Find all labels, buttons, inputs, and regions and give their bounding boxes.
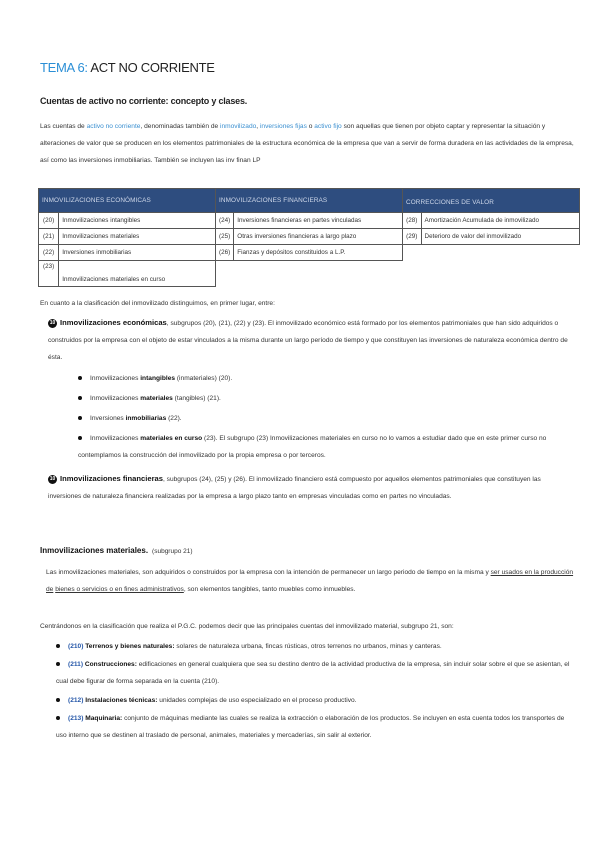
intro-text: Las cuentas de: [40, 123, 87, 130]
list-item: [78, 430, 558, 464]
table-cell: Amortización Acumulada de inmovilizado: [421, 213, 579, 229]
text: Las inmovilizaciones materiales, son adquiridos o construidos por la empresa con la intención de permanecer un largo periodo de tiempo en la misma y: [46, 569, 491, 576]
underlined-text: bienes o servicios o en fines administrativos: [55, 586, 184, 593]
number-ten-icon: 10: [49, 319, 56, 326]
table-cell: Inversiones financieras en partes vinculadas: [234, 213, 403, 229]
keyword: inmovilizado: [220, 123, 257, 130]
account-name: Terrenos y bienes naturales:: [85, 643, 175, 650]
account-number: (210): [68, 643, 84, 650]
keyword: activo no corriente: [86, 123, 141, 130]
table-cell: Deterioro de valor del inmovilizado: [421, 229, 579, 245]
item-bold: materiales en curso: [140, 435, 203, 442]
fin-title: Inmovilizaciones financieras: [60, 474, 163, 483]
list-item: [78, 370, 568, 387]
item-text: Inmovilizaciones: [90, 395, 141, 402]
title-prefix: TEMA 6:: [40, 60, 88, 75]
bullet-icon: [78, 396, 82, 400]
table-cell: (21): [39, 229, 59, 245]
list-item: [78, 390, 568, 407]
account-desc: edificaciones en general cualquiera que sea su destino dentro de la actividad productiva de la empresa, sin incluir solar sobre el que se asientan, el cual debe figurar de forma separada en la cuenta (210).: [56, 661, 570, 685]
underlined-text: ser usados en la producción de: [46, 569, 574, 593]
bullet-icon: [56, 662, 60, 666]
econ-text: , subgrupos (20), (21), (22) y (23). El inmovilizado económico está formado por los elementos patrimoniales que han sido adquiridos o construidos por la empresa con el objeto de estar vinculados a la misma durante un largo período de tiempo y que constituyen las inversiones de naturaleza económica dentro de ésta.: [48, 320, 568, 361]
bullet-icon: [78, 376, 82, 380]
table-cell: Inmovilizaciones materiales: [59, 229, 216, 245]
bullet-icon: [56, 716, 60, 720]
table-empty-cell: [403, 245, 580, 261]
pgc-intro: Centrándonos en la clasificación que realiza el P.G.C. podemos decir que las principales cuentas del inmovilizado material, subgrupo 21, son:: [40, 623, 454, 630]
table-header: INMOVILIZACIONES ECONÓMICAS: [39, 189, 216, 213]
keyword: inversiones fijas: [259, 123, 307, 130]
list-item: [56, 638, 571, 655]
table-cell: (22): [39, 245, 59, 261]
table-row: [39, 229, 580, 245]
account-desc: solares de naturaleza urbana, fincas rústicas, otros terrenos no urbanos, minas y canteras.: [174, 643, 442, 650]
table-cell: Fianzas y depósitos constituidos a L.P.: [234, 245, 403, 261]
table-cell: (24): [216, 213, 234, 229]
bullet-icon: [78, 436, 82, 440]
item-text: Inmovilizaciones: [90, 435, 141, 442]
materiales-sub: (subgrupo 21): [152, 548, 193, 555]
account-name: Construcciones:: [84, 661, 137, 668]
item-bold: inmobiliarias: [125, 415, 167, 422]
materiales-paragraph: [46, 564, 576, 598]
item-text: (tangibles) (21).: [172, 395, 221, 402]
table-row: [39, 245, 580, 261]
materiales-heading: [40, 546, 193, 555]
section-subtitle: Cuentas de activo no corriente: concepto y clases.: [40, 96, 248, 106]
bullet-icon: [78, 416, 82, 420]
page-title: [40, 60, 215, 75]
number-ten-icon: 10: [49, 475, 56, 482]
table-empty-cell: [216, 261, 580, 287]
account-number: (213): [68, 715, 84, 722]
intro-paragraph: [40, 118, 575, 169]
materiales-title: Inmovilizaciones materiales.: [40, 546, 149, 555]
list-item: [56, 710, 571, 744]
table-cell: Inmovilizaciones materiales en curso: [59, 261, 216, 287]
intro-text: son aquellas que tienen por objeto captar y representar la situación y alteraciones de valor que se producen en los elementos patrimoniales de la estructura económica de la empresa que van a servir de forma duradera en las actividades de la empresa, así como las inversiones inmobiliarias. También se incluyen las inv finan LP: [40, 123, 574, 164]
item-text: (23). El subgrupo (23) Inmovilizaciones materiales en curso no lo vamos a estudiar dado que en este primer curso no contemplamos la construcción del inmovilizado por la propia empresa o por terceros.: [78, 435, 547, 459]
list-item: [78, 410, 568, 427]
intro-text: ,: [256, 123, 260, 130]
intro-text: , denominadas también de: [140, 123, 220, 130]
item-text: (inmateriales) (20).: [175, 375, 233, 382]
list-item: [56, 692, 571, 709]
table-cell: (26): [216, 245, 234, 261]
title-rest: ACT NO CORRIENTE: [87, 60, 215, 75]
table-row: [39, 261, 580, 287]
item-bold: materiales: [140, 395, 173, 402]
table-cell: Otras inversiones financieras a largo plazo: [234, 229, 403, 245]
bullet-icon: [56, 644, 60, 648]
table-row: [39, 213, 580, 229]
econ-title: Inmovilizaciones económicas: [60, 318, 167, 327]
list-item-fin: [48, 470, 570, 505]
table-cell: (23): [39, 261, 59, 287]
table-cell: Inversiones inmobiliarias: [59, 245, 216, 261]
table-cell: (28): [403, 213, 422, 229]
classification-intro: En cuanto a la clasificación del inmovilizado distinguimos, en primer lugar, entre:: [40, 300, 275, 307]
account-number: (212): [68, 697, 84, 704]
table-cell: Inmovilizaciones intangibles: [59, 213, 216, 229]
text: , son elementos tangibles, tanto muebles como inmuebles.: [183, 586, 356, 593]
list-item: [56, 656, 571, 690]
item-text: Inversiones: [90, 415, 126, 422]
account-desc: unidades complejas de uso especializado en el proceso productivo.: [157, 697, 357, 704]
account-name: Maquinaria:: [85, 715, 123, 722]
keyword: activo fijo: [314, 123, 342, 130]
table-cell: (29): [403, 229, 422, 245]
item-text: Inmovilizaciones: [90, 375, 141, 382]
fin-text: , subgrupos (24), (25) y (26). El inmovilizado financiero está compuesto por aquellos elementos patrimoniales que constituyen las inversiones de naturaleza financiera realizadas por la empresa a largo plazo tanto en empresas vinculadas como en partes no vinculadas.: [48, 476, 541, 500]
list-item-econ: [48, 314, 570, 366]
bullet-icon: [56, 698, 60, 702]
account-number: (211): [68, 661, 84, 668]
intro-text: o: [306, 123, 315, 130]
account-name: Instalaciones técnicas:: [85, 697, 158, 704]
table-cell: (20): [39, 213, 59, 229]
table-header: CORRECCIONES DE VALOR: [403, 189, 580, 213]
accounts-table: [38, 188, 580, 287]
table-header-row: [39, 189, 580, 213]
account-desc: conjunto de máquinas mediante las cuales se realiza la extracción o elaboración de los productos. Se incluyen en esta cuenta todos los transportes de uso interno que se destinen al traslado de personal, animales, materiales y mercaderías, sin salir al exterior.: [56, 715, 565, 739]
table-header: INMOVILIZACIONES FINANCIERAS: [216, 189, 403, 213]
item-text: (22).: [166, 415, 182, 422]
item-bold: intangibles: [140, 375, 176, 382]
table-cell: (25): [216, 229, 234, 245]
